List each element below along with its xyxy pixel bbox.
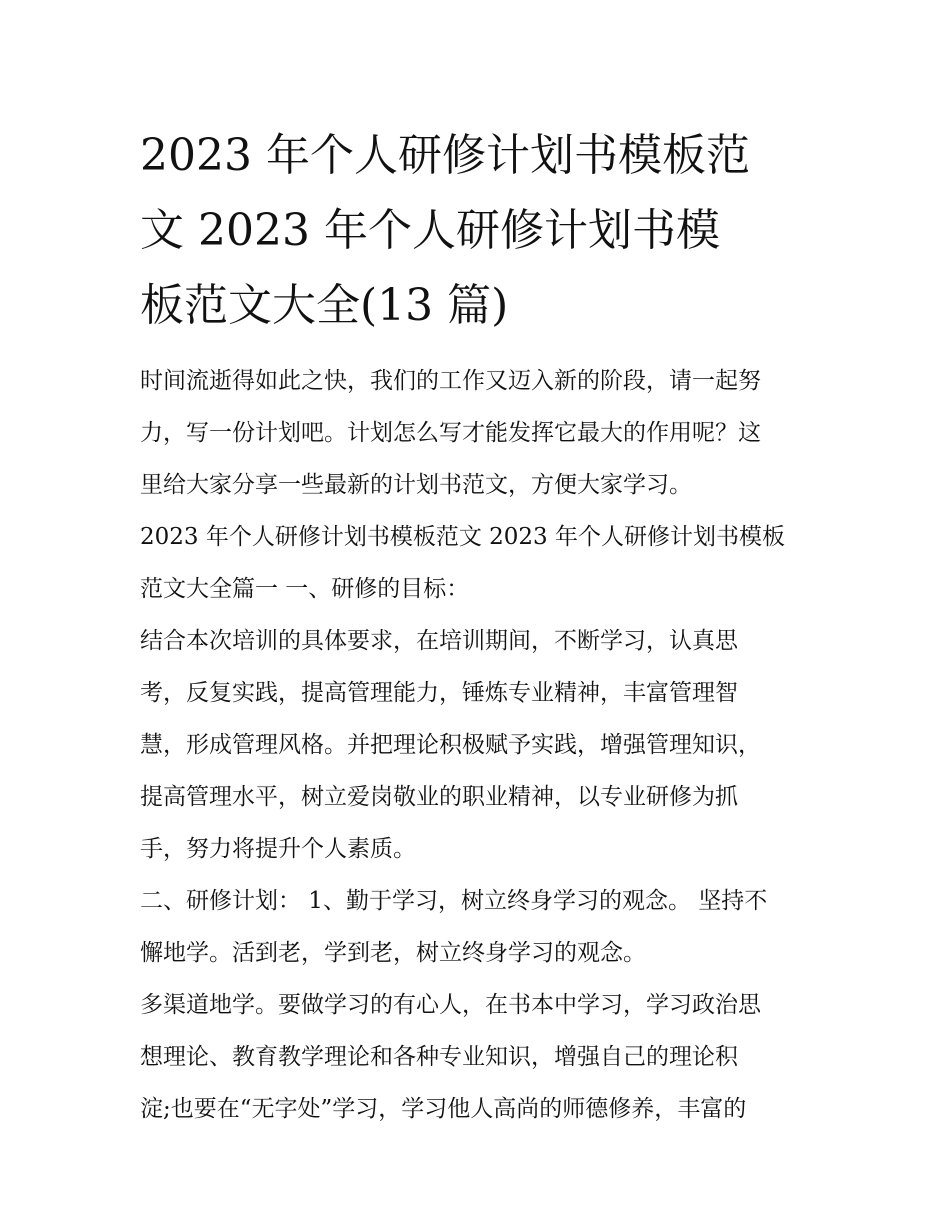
body-line: 范文大全篇一 一、研修的目标： [140, 576, 470, 602]
body-line: 提高管理水平，树立爱岗敬业的职业精神，以专业研修为抓 [140, 784, 738, 810]
body-line: 懈地学。活到老，学到老，树立终身学习的观念。 [140, 940, 646, 966]
body-line: 考，反复实践，提高管理能力，锤炼专业精神，丰富管理智 [140, 680, 738, 706]
body-line: 2023 年个人研修计划书模板范文 2023 年个人研修计划书模板 [140, 524, 785, 550]
title-line-3: 板范文大全(13 篇) [140, 280, 509, 331]
body-line: 多渠道地学。要做学习的有心人，在书本中学习，学习政治思 [140, 992, 761, 1018]
title-line-2: 文 2023 年个人研修计划书模 [140, 205, 720, 256]
body-line: 淀;也要在“无字处”学习，学习他人高尚的师德修养，丰富的 [140, 1096, 747, 1122]
body-line: 手，努力将提升个人素质。 [140, 836, 416, 862]
body-line: 力，写一份计划吧。计划怎么写才能发挥它最大的作用呢？这 [140, 420, 761, 446]
document-page [140, 118, 815, 1135]
document-body [140, 355, 815, 1135]
body-line: 二、研修计划： 1、勤于学习，树立终身学习的观念。 坚持不 [140, 888, 768, 914]
body-line: 里给大家分享一些最新的计划书范文，方便大家学习。 [140, 472, 692, 498]
body-line: 时间流逝得如此之快，我们的工作又迈入新的阶段，请一起努 [140, 368, 761, 394]
body-line: 想理论、教育教学理论和各种专业知识，增强自己的理论积 [140, 1044, 738, 1070]
body-line: 慧，形成管理风格。并把理论积极赋予实践，增强管理知识， [140, 732, 761, 758]
document-title [140, 118, 815, 343]
title-line-1: 2023 年个人研修计划书模板范 [140, 130, 750, 181]
body-line: 结合本次培训的具体要求，在培训期间，不断学习，认真思 [140, 628, 738, 654]
